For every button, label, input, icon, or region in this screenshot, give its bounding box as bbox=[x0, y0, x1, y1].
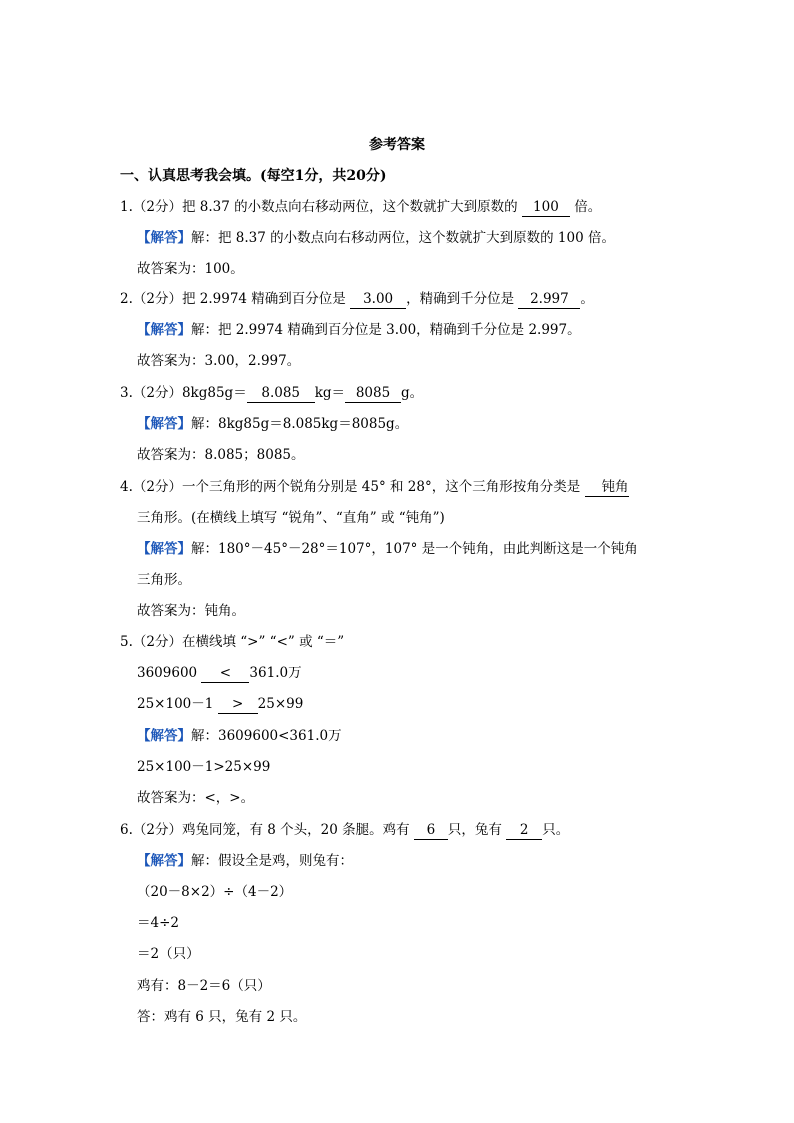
page-title: 参考答案 bbox=[369, 137, 425, 153]
question-3-solution bbox=[137, 414, 408, 434]
question-1-solution bbox=[137, 228, 615, 248]
question-1-text: 1.（2分）把 8.37 的小数点向右移动两位，这个数就扩大到原数的 bbox=[120, 199, 518, 215]
question-4-answer: 故答案为：钝角。 bbox=[137, 603, 245, 619]
question-1-blank: 100 bbox=[522, 199, 570, 217]
question-5-line-1-right: 361.0万 bbox=[249, 665, 302, 681]
question-4-solution bbox=[137, 539, 638, 559]
solution-tag: 【解答】 bbox=[137, 322, 191, 338]
question-2-blank-1: 3.00 bbox=[350, 291, 406, 309]
question-6-step-1: （20－8×2）÷（4－2） bbox=[137, 884, 293, 900]
question-4-text-cont: 三角形。(在横线上填写 “锐角”、“直角” 或 “钝角”) bbox=[137, 510, 445, 526]
solution-text: 解：180°－45°－28°＝107°，107° 是一个钝角，由此判断这是一个钝角 bbox=[191, 541, 638, 557]
question-5-answer: 故答案为：<，>。 bbox=[137, 790, 255, 806]
question-6-suffix: 只。 bbox=[542, 822, 570, 838]
question-3-suffix: g。 bbox=[401, 385, 424, 401]
question-1-suffix: 倍。 bbox=[574, 199, 602, 215]
solution-text: 解：3609600<361.0万 bbox=[191, 728, 342, 744]
question-4-text: 4.（2分）一个三角形的两个锐角分别是 45° 和 28°，这个三角形按角分类是 bbox=[120, 479, 581, 495]
question-5-blank-1: < bbox=[201, 665, 249, 683]
solution-tag: 【解答】 bbox=[137, 728, 191, 744]
question-1 bbox=[120, 197, 601, 217]
question-5-solution-cont: 25×100－1>25×99 bbox=[137, 759, 271, 775]
solution-text: 解：把 2.9974 精确到百分位是 3.00，精确到千分位是 2.997。 bbox=[191, 322, 581, 338]
question-5-line-2-left: 25×100－1 bbox=[137, 696, 214, 712]
question-2 bbox=[120, 289, 594, 309]
question-3-middle: kg＝ bbox=[314, 385, 346, 401]
question-6-blank-2: 2 bbox=[506, 822, 542, 840]
question-6-solution bbox=[137, 851, 353, 871]
question-5-blank-2: > bbox=[218, 696, 258, 714]
question-5-line-1 bbox=[137, 663, 302, 683]
question-2-solution bbox=[137, 320, 581, 340]
question-6-text: 6.（2分）鸡兔同笼，有 8 个头，20 条腿。鸡有 bbox=[120, 822, 410, 838]
solution-text: 解：把 8.37 的小数点向右移动两位，这个数就扩大到原数的 100 倍。 bbox=[191, 230, 615, 246]
solution-tag: 【解答】 bbox=[137, 230, 191, 246]
question-6 bbox=[120, 820, 569, 840]
solution-text: 解：8kg85g＝8.085kg＝8085g。 bbox=[191, 416, 409, 432]
section-heading: 一、认真思考我会填。(每空1分，共20分) bbox=[120, 168, 387, 184]
question-3-blank-2: 8085 bbox=[345, 385, 401, 403]
question-5-line-2-right: 25×99 bbox=[257, 696, 304, 712]
question-6-step-2: ＝4÷2 bbox=[137, 915, 179, 931]
question-6-step-5: 答：鸡有 6 只，兔有 2 只。 bbox=[137, 1009, 307, 1025]
question-6-middle: 只，兔有 bbox=[447, 822, 502, 838]
question-5-line-1-left: 3609600 bbox=[137, 665, 198, 681]
question-2-blank-2: 2.997 bbox=[518, 291, 580, 309]
question-1-answer: 故答案为：100。 bbox=[137, 261, 244, 277]
question-5-line-2 bbox=[137, 694, 303, 714]
solution-text: 解：假设全是鸡，则兔有： bbox=[191, 853, 353, 869]
question-3-answer: 故答案为：8.085；8085。 bbox=[137, 447, 305, 463]
question-2-answer: 故答案为：3.00，2.997。 bbox=[137, 353, 301, 369]
question-2-suffix: 。 bbox=[580, 291, 594, 307]
question-3-text: 3.（2分）8kg85g＝ bbox=[120, 385, 247, 401]
question-2-middle: ，精确到千分位是 bbox=[406, 291, 515, 307]
solution-tag: 【解答】 bbox=[137, 416, 191, 432]
solution-tag: 【解答】 bbox=[137, 541, 191, 557]
question-6-step-4: 鸡有：8－2＝6（只） bbox=[137, 978, 271, 994]
question-5-solution bbox=[137, 726, 342, 746]
question-3-blank-1: 8.085 bbox=[247, 385, 315, 403]
question-4-solution-cont: 三角形。 bbox=[137, 572, 191, 588]
question-4-blank: 钝角 bbox=[585, 479, 629, 497]
solution-tag: 【解答】 bbox=[137, 853, 191, 869]
question-2-text: 2.（2分）把 2.9974 精确到百分位是 bbox=[120, 291, 346, 307]
question-5: 5.（2分）在横线填 “>” “<” 或 “＝” bbox=[120, 634, 345, 650]
question-6-step-3: ＝2（只） bbox=[137, 946, 200, 962]
question-4 bbox=[120, 477, 629, 497]
question-6-blank-1: 6 bbox=[414, 822, 448, 840]
question-3 bbox=[120, 383, 423, 403]
